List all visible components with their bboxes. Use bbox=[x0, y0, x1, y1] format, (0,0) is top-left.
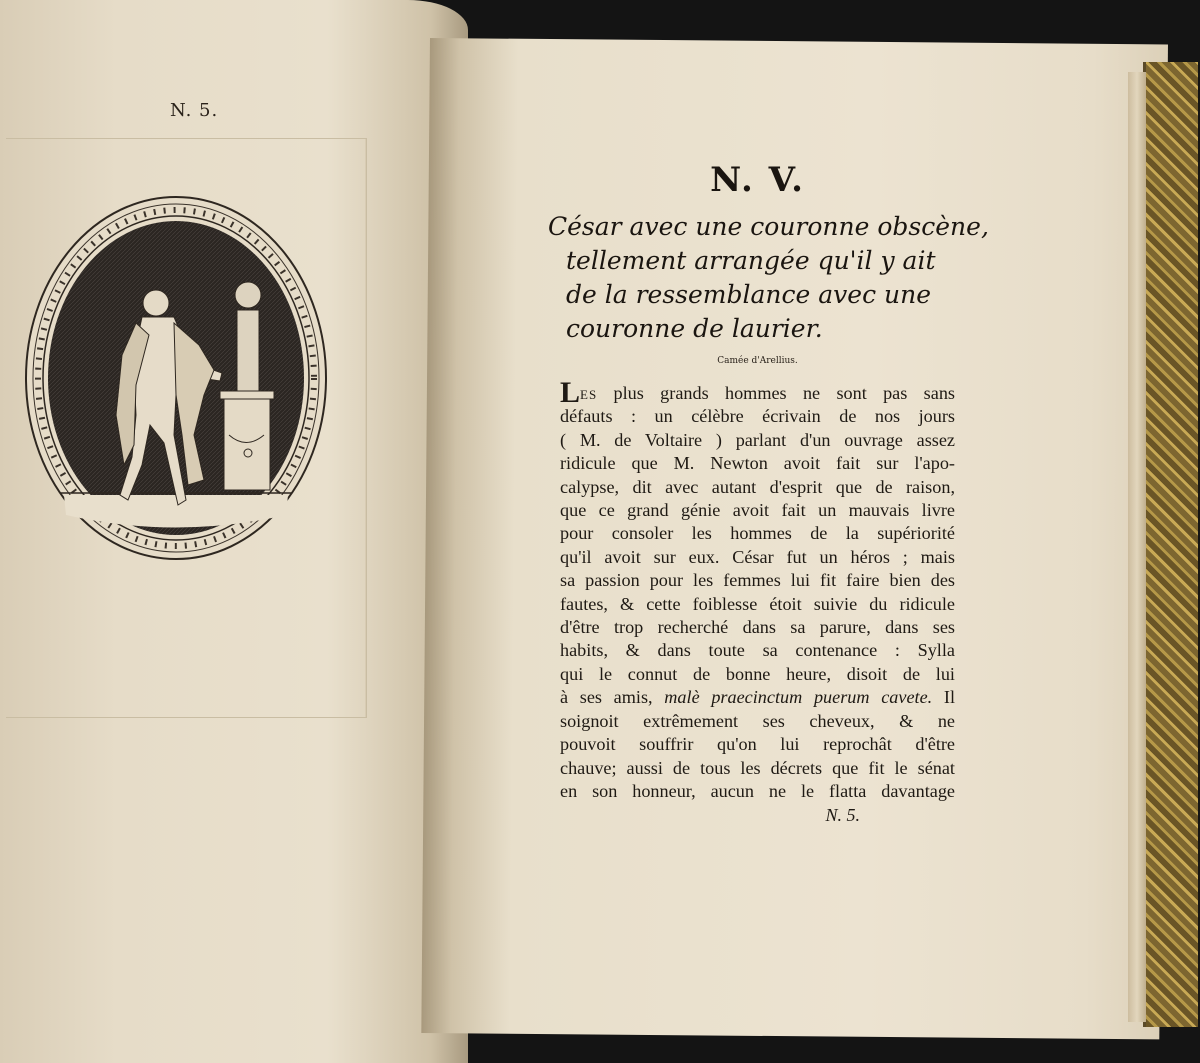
plate-number: N. 5. bbox=[170, 100, 219, 121]
gilt-page-edge bbox=[1143, 62, 1198, 1027]
body-line bbox=[560, 376, 955, 409]
body-line: ridicule que M. Newton avoit fait sur l'apo- bbox=[560, 453, 955, 474]
catchword: N. 5. bbox=[825, 805, 860, 826]
body-line bbox=[560, 686, 955, 709]
body-line: sa passion pour les femmes lui fit faire bien des bbox=[560, 570, 955, 591]
body-line: fautes, & cette foiblesse étoit suivie du ridicule bbox=[560, 593, 955, 614]
body-line: ( M. de Voltaire ) parlant d'un ouvrage assez bbox=[560, 429, 955, 450]
body-line: pouvoit souffrir qu'on lui reprochât d'être bbox=[560, 734, 955, 755]
body-line: soignoit extrêmement ses cheveux, & ne bbox=[560, 710, 955, 731]
section-heading: N. V. bbox=[710, 160, 805, 200]
right-page-text bbox=[548, 160, 989, 826]
body-line: qui le connut de bonne heure, disoit de lui bbox=[560, 663, 955, 684]
body-line: chauve; aussi de tous les décrets que fit le sénat bbox=[560, 757, 955, 778]
body-line-text: plus grands hommes ne sont pas sans bbox=[597, 383, 955, 403]
body-line: en son honneur, aucun ne le flatta davantage bbox=[560, 780, 955, 801]
drop-cap: L bbox=[560, 376, 581, 409]
body-line: pour consoler les hommes de la supériorité bbox=[560, 523, 955, 544]
section-title bbox=[548, 210, 989, 346]
body-line: que ce grand génie avoit fait un mauvais livre bbox=[560, 500, 955, 521]
title-line: César avec une couronne obscène, bbox=[548, 212, 989, 241]
body-line: calypse, dit avec autant d'esprit que de raison, bbox=[560, 476, 955, 497]
body-line-tail: Il bbox=[943, 687, 956, 708]
title-line: de la ressemblance avec une bbox=[566, 280, 932, 309]
left-page bbox=[0, 0, 468, 1063]
body-line-text: à ses amis, bbox=[560, 687, 653, 708]
body-line: qu'il avoit sur eux. César fut un héros ; mais bbox=[560, 546, 955, 567]
body-paragraph bbox=[560, 376, 956, 803]
caption: Camée d'Arellius. bbox=[717, 356, 798, 366]
title-line: tellement arrangée qu'il y ait bbox=[566, 246, 936, 275]
cameo-engraving bbox=[24, 195, 328, 561]
latin-quote: malè praecinctum puerum cavete. bbox=[664, 687, 933, 708]
body-line: habits, & dans toute sa contenance : Sylla bbox=[560, 640, 955, 661]
body-line: défauts : un célèbre écrivain de nos jours bbox=[560, 406, 955, 427]
drop-cap-rest: es bbox=[580, 383, 598, 403]
cameo-illustration bbox=[24, 195, 328, 561]
body-line: d'être trop recherché dans sa parure, dans ses bbox=[560, 617, 955, 638]
title-line: couronne de laurier. bbox=[566, 314, 823, 343]
